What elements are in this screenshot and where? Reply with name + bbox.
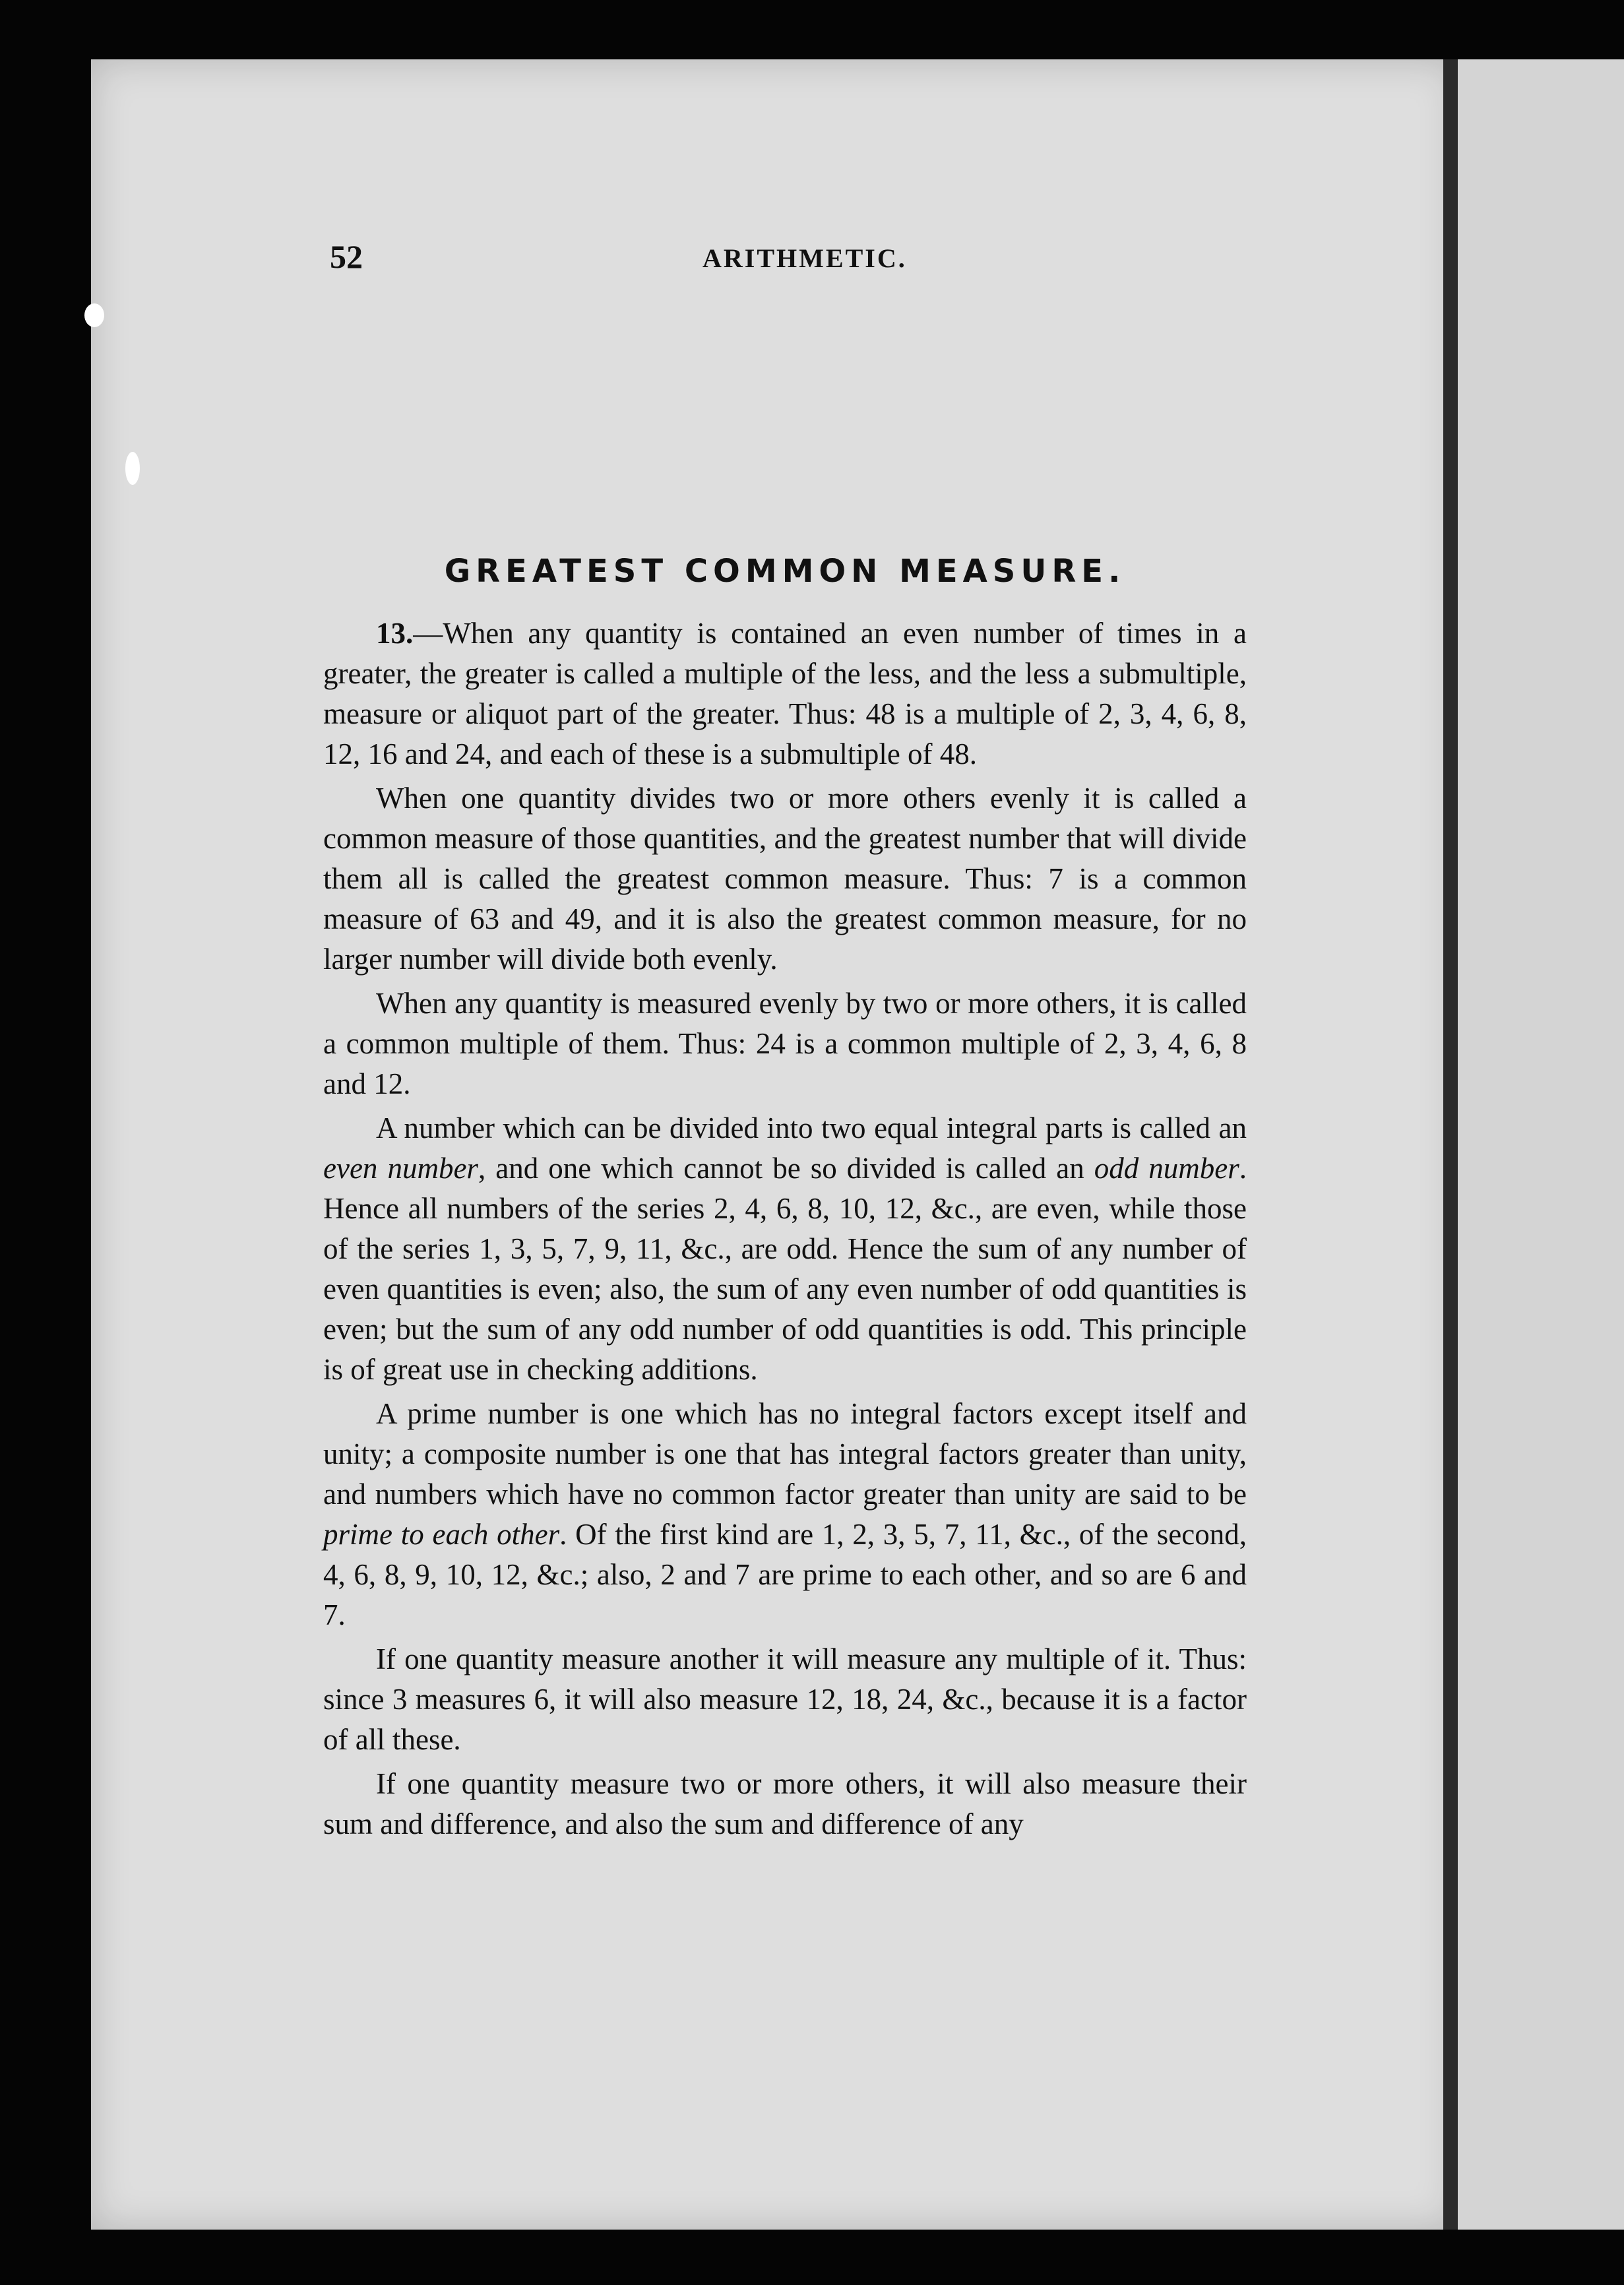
facing-page-edge (1458, 59, 1624, 2230)
body-text (323, 613, 1247, 1848)
text-run: A number which can be divided into two equal integral parts is called an (376, 1111, 1247, 1144)
paragraph (323, 613, 1247, 774)
text-run: , and one which cannot be so divided is called an (478, 1152, 1094, 1185)
italic-term: even number (323, 1152, 478, 1185)
italic-term: odd number (1094, 1152, 1239, 1185)
paragraph (323, 1394, 1247, 1635)
paragraph (323, 1764, 1247, 1844)
italic-term: prime to each other (323, 1518, 560, 1551)
scan-speck (125, 452, 140, 485)
paragraph (323, 984, 1247, 1104)
running-head: ARITHMETIC. (703, 243, 907, 273)
paragraph (323, 778, 1247, 980)
page-header (323, 237, 1247, 284)
text-run: When one quantity divides two or more others evenly it is called a common measure of those quantities, and the greatest number that will divide them all is called the greatest common measure. Thus: 7 is a common measure of 63 and 49, and it is also the greatest common measure, for no larger number will divide both evenly. (323, 782, 1247, 976)
paragraph-number: 13. (376, 617, 414, 650)
page-gutter (1443, 59, 1458, 2230)
text-run: If one quantity measure another it will measure any multiple of it. Thus: since 3 measures 6, it will also measure 12, 18, 24, &c., because it is a factor of all these. (323, 1643, 1247, 1756)
text-run: If one quantity measure two or more others, it will also measure their sum and difference, and also the sum and difference of any (323, 1767, 1247, 1840)
page-number: 52 (330, 238, 363, 275)
text-run: . Hence all numbers of the series 2, 4, 6, 8, 10, 12, &c., are even, while those of the series 1, 3, 5, 7, 9, 11, &c., are odd. Hence the sum of any number of even quantities is even; also, the sum of any even number of odd quantities is even; but the sum of any odd number of odd quantities is odd. This principle is of great use in checking additions. (323, 1152, 1247, 1386)
text-run: When any quantity is measured evenly by two or more others, it is called a common multiple of them. Thus: 24 is a common multiple of 2, 3, 4, 6, 8 and 12. (323, 987, 1247, 1100)
text-run: A prime number is one which has no integral factors except itself and unity; a composite number is one that has integral factors greater than unity, and numbers which have no common factor greater than unity are said to be (323, 1397, 1247, 1511)
text-run: —When any quantity is contained an even number of times in a greater, the greater is called a multiple of the less, and the less a submultiple, measure or aliquot part of the greater. Thus: 48 is a multiple of 2, 3, 4, 6, 8, 12, 16 and 24, and each of these is a submultiple of 48. (323, 617, 1247, 770)
paragraph (323, 1639, 1247, 1760)
scan-speck (84, 303, 104, 327)
section-title: GREATEST COMMON MEASURE. (444, 553, 1126, 590)
paragraph (323, 1108, 1247, 1390)
text-run: . Of the first kind are 1, 2, 3, 5, 7, 11, &c., of the second, 4, 6, 8, 9, 10, 12, &c.; also, 2 and 7 are prime to each other, and so are 6 and 7. (323, 1518, 1247, 1631)
